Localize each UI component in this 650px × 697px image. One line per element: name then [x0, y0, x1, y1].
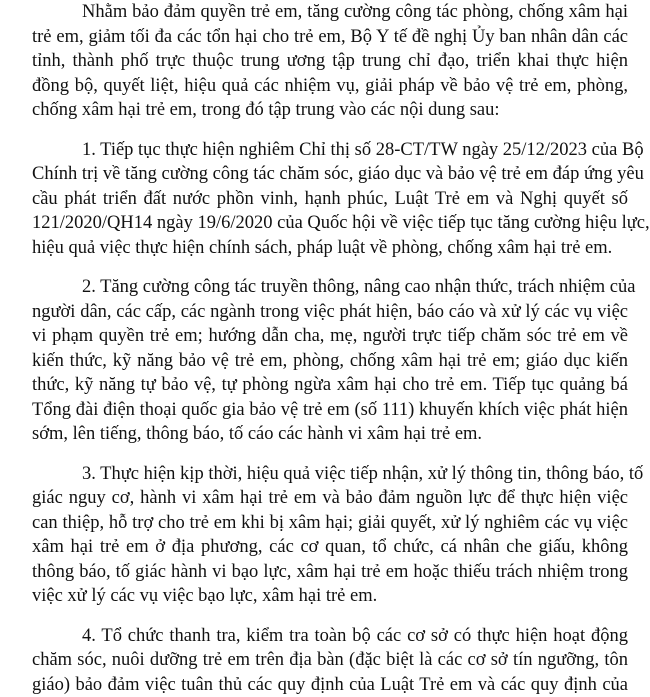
item-2-line: kiến thức, kỹ năng bảo vệ trẻ em, phòng, chống xâm hại trẻ em; giáo dục kiến	[32, 349, 628, 374]
item-3-line: can thiệp, hỗ trợ cho trẻ em khi bị xâm hại; giải quyết, xử lý nghiêm các vụ việc	[32, 511, 628, 536]
item-4-paragraph	[32, 624, 628, 697]
item-3-line: 3. Thực hiện kịp thời, hiệu quả việc tiếp nhận, xử lý thông tin, thông báo, tố	[32, 462, 628, 487]
item-3-line: việc xử lý các vụ việc bạo lực, xâm hại trẻ em.	[32, 584, 628, 609]
item-3-line: thông báo, tố giác hành vi bạo lực, xâm hại trẻ em hoặc thiếu trách nhiệm trong	[32, 560, 628, 585]
intro-line: đồng bộ, quyết liệt, hiệu quả các nhiệm vụ, giải pháp về bảo vệ trẻ em, phòng,	[32, 74, 628, 99]
item-1-line: hiệu quả việc thực hiện chính sách, pháp luật về phòng, chống xâm hại trẻ em.	[32, 236, 628, 261]
intro-line: tỉnh, thành phố trực thuộc trung ương tập trung chỉ đạo, triển khai thực hiện	[32, 49, 628, 74]
paragraph-spacer	[32, 609, 628, 624]
item-1-line: 1. Tiếp tục thực hiện nghiêm Chỉ thị số 28-CT/TW ngày 25/12/2023 của Bộ	[32, 138, 628, 163]
item-1-line: Chính trị về tăng cường công tác chăm sóc, giáo dục và bảo vệ trẻ em đáp ứng yêu	[32, 162, 628, 187]
item-4-line: 4. Tổ chức thanh tra, kiểm tra toàn bộ các cơ sở có thực hiện hoạt động	[32, 624, 628, 649]
item-2-line: 2. Tăng cường công tác truyền thông, nâng cao nhận thức, trách nhiệm của	[32, 275, 628, 300]
item-1-line: cầu phát triển đất nước phồn vinh, hạnh phúc, Luật Trẻ em và Nghị quyết số	[32, 187, 628, 212]
document-body	[32, 0, 628, 697]
item-2-line: sớm, lên tiếng, thông báo, tố cáo các hành vi xâm hại trẻ em.	[32, 422, 628, 447]
item-2-paragraph	[32, 275, 628, 447]
item-3-paragraph	[32, 462, 628, 609]
intro-paragraph	[32, 0, 628, 123]
item-4-line: giáo) bảo đảm việc tuân thủ các quy định của Luật Trẻ em và các quy định của	[32, 673, 628, 697]
intro-line: Nhằm bảo đảm quyền trẻ em, tăng cường công tác phòng, chống xâm hại	[32, 0, 628, 25]
paragraph-spacer	[32, 123, 628, 138]
item-3-line: giác nguy cơ, hành vi xâm hại trẻ em và bảo đảm nguồn lực để thực hiện việc	[32, 486, 628, 511]
item-2-line: vi phạm quyền trẻ em; hướng dẫn cha, mẹ, người trực tiếp chăm sóc trẻ em về	[32, 324, 628, 349]
item-2-line: người dân, các cấp, các ngành trong việc phát hiện, báo cáo và xử lý các vụ việc	[32, 300, 628, 325]
item-4-line: chăm sóc, nuôi dưỡng trẻ em trên địa bàn (đặc biệt là các cơ sở tín ngưỡng, tôn	[32, 648, 628, 673]
item-2-line: Tổng đài điện thoại quốc gia bảo vệ trẻ em (số 111) khuyến khích việc phát hiện	[32, 398, 628, 423]
intro-line: trẻ em, giảm tối đa các tổn hại cho trẻ em, Bộ Y tế đề nghị Ủy ban nhân dân các	[32, 25, 628, 50]
paragraph-spacer	[32, 260, 628, 275]
item-2-line: thức, kỹ năng tự bảo vệ, tự phòng ngừa xâm hại cho trẻ em. Tiếp tục quảng bá	[32, 373, 628, 398]
item-3-line: xâm hại trẻ em ở địa phương, các cơ quan, tổ chức, cá nhân che giấu, không	[32, 535, 628, 560]
item-1-paragraph	[32, 138, 628, 261]
paragraph-spacer	[32, 447, 628, 462]
intro-line: chống xâm hại trẻ em, trong đó tập trung vào các nội dung sau:	[32, 98, 628, 123]
item-1-line: 121/2020/QH14 ngày 19/6/2020 của Quốc hội về việc tiếp tục tăng cường hiệu lực,	[32, 211, 628, 236]
